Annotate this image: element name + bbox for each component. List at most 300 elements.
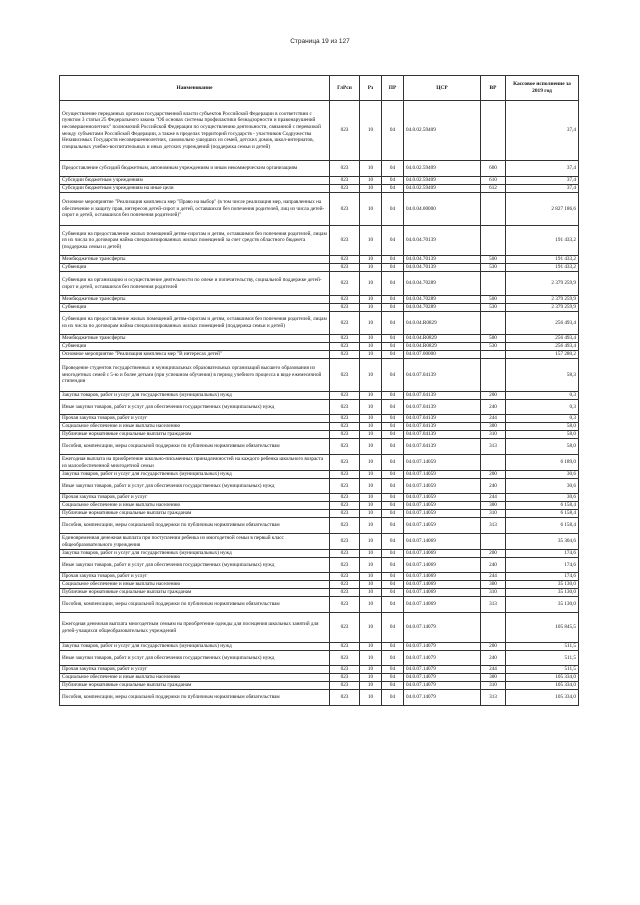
table-header xyxy=(60,76,579,101)
cell-rz: 10 xyxy=(360,674,382,682)
table-body xyxy=(60,101,579,706)
cell-name: Субвенции xyxy=(60,264,330,272)
cell-grp: 023 xyxy=(330,177,360,185)
cell-name: Социальное обеспечение и иные выплаты населению xyxy=(60,581,330,589)
table-row xyxy=(60,534,579,550)
cell-csr: 04.0.07.14059 xyxy=(404,494,481,502)
cell-grp: 023 xyxy=(330,534,360,550)
cell-csr: 04.0.07.14069 xyxy=(404,534,481,550)
cell-amount: 35 130,0 xyxy=(506,597,579,613)
cell-csr: 04.0.07.14059 xyxy=(404,502,481,510)
cell-name: Пособия, компенсации, меры социальной поддержки по публичным нормативным обязательствам xyxy=(60,439,330,455)
cell-csr: 04.0.02.59409 xyxy=(404,177,481,185)
cell-vr: 300 xyxy=(481,423,506,431)
cell-amount: 105 334,0 xyxy=(506,674,579,682)
cell-csr: 04.0.04.70139 xyxy=(404,256,481,264)
cell-rz: 10 xyxy=(360,666,382,674)
cell-vr: 300 xyxy=(481,674,506,682)
cell-amount: 0,3 xyxy=(506,400,579,415)
cell-csr: 04.0.07.14079 xyxy=(404,690,481,706)
cell-pr: 04 xyxy=(382,351,404,359)
table-row xyxy=(60,359,579,392)
cell-name: Субвенции xyxy=(60,304,330,312)
header-csr: ЦСР xyxy=(404,76,481,101)
cell-grp: 023 xyxy=(330,597,360,613)
cell-pr: 04 xyxy=(382,518,404,534)
cell-rz: 10 xyxy=(360,359,382,392)
table-row xyxy=(60,666,579,674)
cell-name: Прочая закупка товаров, работ и услуг xyxy=(60,666,330,674)
table-row xyxy=(60,423,579,431)
cell-name: Прочая закупка товаров, работ и услуг xyxy=(60,415,330,423)
cell-rz: 10 xyxy=(360,651,382,666)
cell-name: Иные закупки товаров, работ и услуг для обеспечения государственных (муниципальных) нужд xyxy=(60,479,330,494)
cell-name: Основное мероприятие "Реализация комплекса мер "Право на выбор" (в том числе реализация мер, направленных на обеспечение и защиту прав, интересов детей-сирот и детей, оставшихся без попечения родителей, лиц из числа детей-сирот и детей, оставшихся без попечения родителей)" xyxy=(60,193,330,226)
cell-grp: 023 xyxy=(330,690,360,706)
cell-pr: 04 xyxy=(382,161,404,177)
cell-pr: 04 xyxy=(382,423,404,431)
table-row xyxy=(60,479,579,494)
cell-amount: 58,0 xyxy=(506,439,579,455)
cell-rz: 10 xyxy=(360,455,382,471)
cell-vr: 313 xyxy=(481,439,506,455)
cell-pr: 04 xyxy=(382,674,404,682)
table-row xyxy=(60,272,579,296)
cell-name: Публичные нормативные социальные выплаты гражданам xyxy=(60,589,330,597)
table-row xyxy=(60,101,579,161)
table-row xyxy=(60,400,579,415)
cell-rz: 10 xyxy=(360,682,382,690)
cell-rz: 10 xyxy=(360,193,382,226)
cell-grp: 023 xyxy=(330,613,360,643)
table-row xyxy=(60,351,579,359)
cell-rz: 10 xyxy=(360,558,382,573)
cell-grp: 023 xyxy=(330,392,360,400)
cell-vr: 244 xyxy=(481,415,506,423)
cell-vr: 200 xyxy=(481,550,506,558)
cell-name: Публичные нормативные социальные выплаты гражданам xyxy=(60,510,330,518)
cell-grp: 023 xyxy=(330,296,360,304)
cell-name: Прочая закупка товаров, работ и услуг xyxy=(60,494,330,502)
cell-csr: 04.0.07.04139 xyxy=(404,359,481,392)
table-row xyxy=(60,193,579,226)
cell-amount: 2 827 186,6 xyxy=(506,193,579,226)
table-row xyxy=(60,682,579,690)
cell-pr: 04 xyxy=(382,558,404,573)
cell-vr: 500 xyxy=(481,296,506,304)
cell-amount: 191 433,2 xyxy=(506,264,579,272)
cell-amount: 35 304,6 xyxy=(506,534,579,550)
cell-pr: 04 xyxy=(382,613,404,643)
cell-vr: 313 xyxy=(481,690,506,706)
cell-rz: 10 xyxy=(360,471,382,479)
table-row xyxy=(60,471,579,479)
cell-name: Прочая закупка товаров, работ и услуг xyxy=(60,573,330,581)
header-row xyxy=(60,76,579,101)
cell-vr: 200 xyxy=(481,471,506,479)
cell-amount: 105 334,0 xyxy=(506,690,579,706)
cell-csr: 04.0.07.14069 xyxy=(404,558,481,573)
cell-name: Закупка товаров, работ и услуг для государственных (муниципальных) нужд xyxy=(60,550,330,558)
table-row xyxy=(60,597,579,613)
cell-rz: 10 xyxy=(360,431,382,439)
cell-amount: 35 130,0 xyxy=(506,589,579,597)
cell-rz: 10 xyxy=(360,589,382,597)
cell-vr: 610 xyxy=(481,177,506,185)
cell-name: Публичные нормативные социальные выплаты гражданам xyxy=(60,431,330,439)
cell-amount: 37,4 xyxy=(506,161,579,177)
cell-rz: 10 xyxy=(360,101,382,161)
cell-vr: 310 xyxy=(481,589,506,597)
cell-vr: 313 xyxy=(481,518,506,534)
cell-amount: 30,6 xyxy=(506,471,579,479)
cell-rz: 10 xyxy=(360,400,382,415)
cell-csr: 04.0.04.00000 xyxy=(404,193,481,226)
cell-grp: 023 xyxy=(330,161,360,177)
cell-csr: 04.0.07.04139 xyxy=(404,439,481,455)
cell-pr: 04 xyxy=(382,415,404,423)
cell-pr: 04 xyxy=(382,581,404,589)
cell-vr xyxy=(481,193,506,226)
cell-grp: 023 xyxy=(330,651,360,666)
cell-vr: 310 xyxy=(481,682,506,690)
cell-csr: 04.0.02.59409 xyxy=(404,101,481,161)
cell-rz: 10 xyxy=(360,161,382,177)
table-row xyxy=(60,439,579,455)
cell-amount: 2 379 259,9 xyxy=(506,272,579,296)
header-amount: Кассовое исполнение за 2019 год xyxy=(506,76,579,101)
header-name: Наименование xyxy=(60,76,330,101)
cell-pr: 04 xyxy=(382,666,404,674)
cell-grp: 023 xyxy=(330,674,360,682)
table-row xyxy=(60,643,579,651)
cell-amount: 191 433,2 xyxy=(506,256,579,264)
cell-vr xyxy=(481,226,506,256)
table-row xyxy=(60,296,579,304)
cell-name: Межбюджетные трансферты xyxy=(60,296,330,304)
cell-name: Пособия, компенсации, меры социальной поддержки по публичным нормативным обязательствам xyxy=(60,518,330,534)
cell-amount: 0,3 xyxy=(506,392,579,400)
cell-amount: 511,5 xyxy=(506,643,579,651)
cell-name: Субвенции на предоставление жилых помещений детям-сиротам и детям, оставшимся без попечения родителей, лицам из их числа по договорам найма специализированных жилых помещений (поддержка семьи и детей) xyxy=(60,312,330,335)
cell-rz: 10 xyxy=(360,351,382,359)
cell-vr xyxy=(481,272,506,296)
cell-vr: 313 xyxy=(481,597,506,613)
cell-csr: 04.0.07.14069 xyxy=(404,589,481,597)
cell-pr: 04 xyxy=(382,534,404,550)
table-row xyxy=(60,392,579,400)
cell-pr: 04 xyxy=(382,343,404,351)
cell-name: Социальное обеспечение и иные выплаты населению xyxy=(60,502,330,510)
table-row xyxy=(60,558,579,573)
cell-pr: 04 xyxy=(382,304,404,312)
cell-amount: 174,6 xyxy=(506,550,579,558)
cell-pr: 04 xyxy=(382,392,404,400)
cell-grp: 023 xyxy=(330,335,360,343)
cell-vr xyxy=(481,312,506,335)
cell-vr: 200 xyxy=(481,643,506,651)
cell-pr: 04 xyxy=(382,400,404,415)
cell-pr: 04 xyxy=(382,177,404,185)
table-row xyxy=(60,185,579,193)
cell-csr: 04.0.07.14079 xyxy=(404,613,481,643)
cell-grp: 023 xyxy=(330,479,360,494)
cell-name: Субвенции на предоставление жилых помещений детям-сиротам и детям, оставшимся без попечения родителей, лицам из их числа по договорам найма специализированных жилых помещений за счет средств областного бюджета (поддержка семьи и детей) xyxy=(60,226,330,256)
cell-rz: 10 xyxy=(360,256,382,264)
cell-name: Пособия, компенсации, меры социальной поддержки по публичным нормативным обязательствам xyxy=(60,597,330,613)
cell-rz: 10 xyxy=(360,335,382,343)
cell-name: Пособия, компенсации, меры социальной поддержки по публичным нормативным обязательствам xyxy=(60,690,330,706)
cell-csr: 04.0.07.14059 xyxy=(404,510,481,518)
cell-grp: 023 xyxy=(330,264,360,272)
cell-rz: 10 xyxy=(360,534,382,550)
cell-name: Иные закупки товаров, работ и услуг для обеспечения государственных (муниципальных) нужд xyxy=(60,651,330,666)
cell-vr xyxy=(481,351,506,359)
table-row xyxy=(60,312,579,335)
cell-csr: 04.0.02.59409 xyxy=(404,185,481,193)
table-row xyxy=(60,589,579,597)
cell-grp: 023 xyxy=(330,589,360,597)
cell-name: Субвенции xyxy=(60,343,330,351)
cell-amount: 58,3 xyxy=(506,359,579,392)
cell-rz: 10 xyxy=(360,613,382,643)
cell-csr: 04.0.07.14059 xyxy=(404,455,481,471)
cell-vr: 612 xyxy=(481,185,506,193)
cell-grp: 023 xyxy=(330,101,360,161)
cell-rz: 10 xyxy=(360,518,382,534)
header-grp: ГлРсп xyxy=(330,76,360,101)
cell-pr: 04 xyxy=(382,312,404,335)
cell-pr: 04 xyxy=(382,682,404,690)
cell-amount: 6 158,4 xyxy=(506,510,579,518)
cell-amount: 511,5 xyxy=(506,651,579,666)
cell-vr: 244 xyxy=(481,573,506,581)
cell-rz: 10 xyxy=(360,510,382,518)
table-row xyxy=(60,690,579,706)
cell-csr: 04.0.07.04139 xyxy=(404,415,481,423)
cell-rz: 10 xyxy=(360,304,382,312)
cell-csr: 04.0.04.R0829 xyxy=(404,335,481,343)
cell-pr: 04 xyxy=(382,264,404,272)
cell-vr xyxy=(481,534,506,550)
cell-name: Межбюджетные трансферты xyxy=(60,335,330,343)
cell-pr: 04 xyxy=(382,226,404,256)
cell-vr: 530 xyxy=(481,304,506,312)
cell-name: Субвенции на организацию и осуществление деятельности по опеке и попечительству, социальной поддержке детей-сирот и детей, оставшихся без попечения родителей xyxy=(60,272,330,296)
cell-grp: 023 xyxy=(330,518,360,534)
cell-pr: 04 xyxy=(382,193,404,226)
cell-grp: 023 xyxy=(330,550,360,558)
table-row xyxy=(60,343,579,351)
cell-vr: 244 xyxy=(481,494,506,502)
cell-amount: 174,6 xyxy=(506,573,579,581)
page-number-label: Страница 19 из 127 xyxy=(290,38,350,45)
cell-rz: 10 xyxy=(360,264,382,272)
cell-grp: 023 xyxy=(330,494,360,502)
cell-csr: 04.0.04.R0829 xyxy=(404,343,481,351)
cell-pr: 04 xyxy=(382,690,404,706)
cell-grp: 023 xyxy=(330,502,360,510)
table-row xyxy=(60,161,579,177)
header-pr: ПР xyxy=(382,76,404,101)
cell-pr: 04 xyxy=(382,597,404,613)
cell-grp: 023 xyxy=(330,471,360,479)
cell-rz: 10 xyxy=(360,272,382,296)
table-row xyxy=(60,226,579,256)
cell-vr xyxy=(481,359,506,392)
cell-amount: 37,4 xyxy=(506,101,579,161)
cell-csr: 04.0.07.14079 xyxy=(404,674,481,682)
cell-pr: 04 xyxy=(382,651,404,666)
cell-amount: 6 158,4 xyxy=(506,502,579,510)
table-row xyxy=(60,674,579,682)
cell-pr: 04 xyxy=(382,335,404,343)
table-row xyxy=(60,455,579,471)
table-row xyxy=(60,510,579,518)
cell-amount: 105 334,0 xyxy=(506,682,579,690)
table-row xyxy=(60,581,579,589)
cell-vr: 310 xyxy=(481,510,506,518)
cell-vr xyxy=(481,613,506,643)
cell-name: Социальное обеспечение и иные выплаты населению xyxy=(60,674,330,682)
cell-rz: 10 xyxy=(360,439,382,455)
cell-csr: 04.0.07.14069 xyxy=(404,573,481,581)
cell-vr: 600 xyxy=(481,161,506,177)
cell-amount: 157 280,2 xyxy=(506,351,579,359)
cell-vr: 500 xyxy=(481,335,506,343)
cell-amount: 174,6 xyxy=(506,558,579,573)
cell-amount: 0,3 xyxy=(506,415,579,423)
cell-csr: 04.0.07.14079 xyxy=(404,666,481,674)
cell-vr: 310 xyxy=(481,431,506,439)
cell-rz: 10 xyxy=(360,494,382,502)
cell-vr: 200 xyxy=(481,392,506,400)
cell-rz: 10 xyxy=(360,226,382,256)
cell-pr: 04 xyxy=(382,643,404,651)
cell-pr: 04 xyxy=(382,455,404,471)
cell-amount: 191 433,2 xyxy=(506,226,579,256)
cell-amount: 2 379 259,9 xyxy=(506,304,579,312)
cell-vr: 530 xyxy=(481,343,506,351)
cell-rz: 10 xyxy=(360,597,382,613)
cell-pr: 04 xyxy=(382,439,404,455)
cell-csr: 04.0.04.70289 xyxy=(404,296,481,304)
cell-name: Закупка товаров, работ и услуг для государственных (муниципальных) нужд xyxy=(60,392,330,400)
cell-grp: 023 xyxy=(330,581,360,589)
cell-pr: 04 xyxy=(382,550,404,558)
cell-name: Субсидии бюджетным учреждениям xyxy=(60,177,330,185)
cell-amount: 30,6 xyxy=(506,494,579,502)
cell-grp: 023 xyxy=(330,343,360,351)
cell-grp: 023 xyxy=(330,272,360,296)
table-row xyxy=(60,613,579,643)
cell-grp: 023 xyxy=(330,312,360,335)
cell-amount: 58,0 xyxy=(506,423,579,431)
cell-name: Субсидии бюджетным учреждениям на иные цели xyxy=(60,185,330,193)
header-vr: ВР xyxy=(481,76,506,101)
cell-rz: 10 xyxy=(360,185,382,193)
cell-csr: 04.0.07.14059 xyxy=(404,471,481,479)
cell-rz: 10 xyxy=(360,296,382,304)
cell-grp: 023 xyxy=(330,423,360,431)
cell-csr: 04.0.07.04139 xyxy=(404,423,481,431)
cell-csr: 04.0.07.14079 xyxy=(404,682,481,690)
cell-vr: 500 xyxy=(481,256,506,264)
cell-rz: 10 xyxy=(360,479,382,494)
cell-pr: 04 xyxy=(382,272,404,296)
cell-pr: 04 xyxy=(382,589,404,597)
cell-amount: 2 379 259,9 xyxy=(506,296,579,304)
cell-csr: 04.0.04.70289 xyxy=(404,304,481,312)
cell-pr: 04 xyxy=(382,510,404,518)
cell-csr: 04.0.04.70139 xyxy=(404,226,481,256)
cell-rz: 10 xyxy=(360,550,382,558)
cell-csr: 04.0.07.04139 xyxy=(404,400,481,415)
cell-name: Осуществление переданных органам государственной власти субъектов Российской Федерации в соответствии с пунктом 3 статьи 25 Федерального закона "Об основах системы профилактики безнадзорности и правонарушений несовершеннолетних" полномочий Российской Федерации по осуществлению деятельности, связанной с перевозкой между субъектами Российской Федерации, а также в пределах территорий государств - участников Содружества Независимых Государств несовершеннолетних, самовольно ушедших из семей, детских домов, школ-интернатов, специальных учебно-воспитательных и иных детских учреждений (поддержка семьи и детей) xyxy=(60,101,330,161)
cell-rz: 10 xyxy=(360,423,382,431)
cell-pr: 04 xyxy=(382,101,404,161)
cell-pr: 04 xyxy=(382,479,404,494)
cell-name: Иные закупки товаров, работ и услуг для обеспечения государственных (муниципальных) нужд xyxy=(60,558,330,573)
cell-amount: 58,0 xyxy=(506,431,579,439)
cell-name: Предоставление субсидий бюджетным, автономным учреждениям и иным некоммерческим организациям xyxy=(60,161,330,177)
table-row xyxy=(60,502,579,510)
cell-amount: 511,5 xyxy=(506,666,579,674)
table-row xyxy=(60,651,579,666)
cell-amount: 105 845,5 xyxy=(506,613,579,643)
cell-grp: 023 xyxy=(330,185,360,193)
table-row xyxy=(60,573,579,581)
cell-amount: 256 493,4 xyxy=(506,312,579,335)
cell-pr: 04 xyxy=(382,494,404,502)
cell-amount: 35 130,0 xyxy=(506,581,579,589)
table-row xyxy=(60,518,579,534)
cell-csr: 04.0.07.14059 xyxy=(404,518,481,534)
cell-amount: 37,4 xyxy=(506,177,579,185)
table-row xyxy=(60,304,579,312)
cell-pr: 04 xyxy=(382,502,404,510)
cell-vr: 240 xyxy=(481,651,506,666)
cell-rz: 10 xyxy=(360,573,382,581)
cell-amount: 256 493,4 xyxy=(506,335,579,343)
cell-name: Ежегодная денежная выплата многодетным семьям на приобретение одежды для посещения школьных занятий для детей-учащихся общеобразовательных учреждений xyxy=(60,613,330,643)
cell-grp: 023 xyxy=(330,359,360,392)
cell-grp: 023 xyxy=(330,558,360,573)
cell-csr: 04.0.07.04139 xyxy=(404,431,481,439)
cell-grp: 023 xyxy=(330,510,360,518)
table-row xyxy=(60,431,579,439)
cell-pr: 04 xyxy=(382,431,404,439)
cell-grp: 023 xyxy=(330,431,360,439)
cell-rz: 10 xyxy=(360,690,382,706)
cell-grp: 023 xyxy=(330,573,360,581)
cell-csr: 04.0.07.14079 xyxy=(404,651,481,666)
cell-grp: 023 xyxy=(330,226,360,256)
cell-pr: 04 xyxy=(382,471,404,479)
cell-pr: 04 xyxy=(382,359,404,392)
cell-name: Проведение студентов государственных и муниципальных образовательных организаций высшего образования из многодетных семей с 5-ю и более детьми (при успешном обучении) в период учебного процесса в виде ежемесячной стипендии xyxy=(60,359,330,392)
cell-vr xyxy=(481,101,506,161)
cell-grp: 023 xyxy=(330,682,360,690)
table-row xyxy=(60,177,579,185)
cell-grp: 023 xyxy=(330,304,360,312)
cell-csr: 04.0.02.59409 xyxy=(404,161,481,177)
cell-rz: 10 xyxy=(360,177,382,185)
cell-grp: 023 xyxy=(330,256,360,264)
cell-amount: 37,4 xyxy=(506,185,579,193)
cell-rz: 10 xyxy=(360,643,382,651)
cell-csr: 04.0.07.14069 xyxy=(404,581,481,589)
